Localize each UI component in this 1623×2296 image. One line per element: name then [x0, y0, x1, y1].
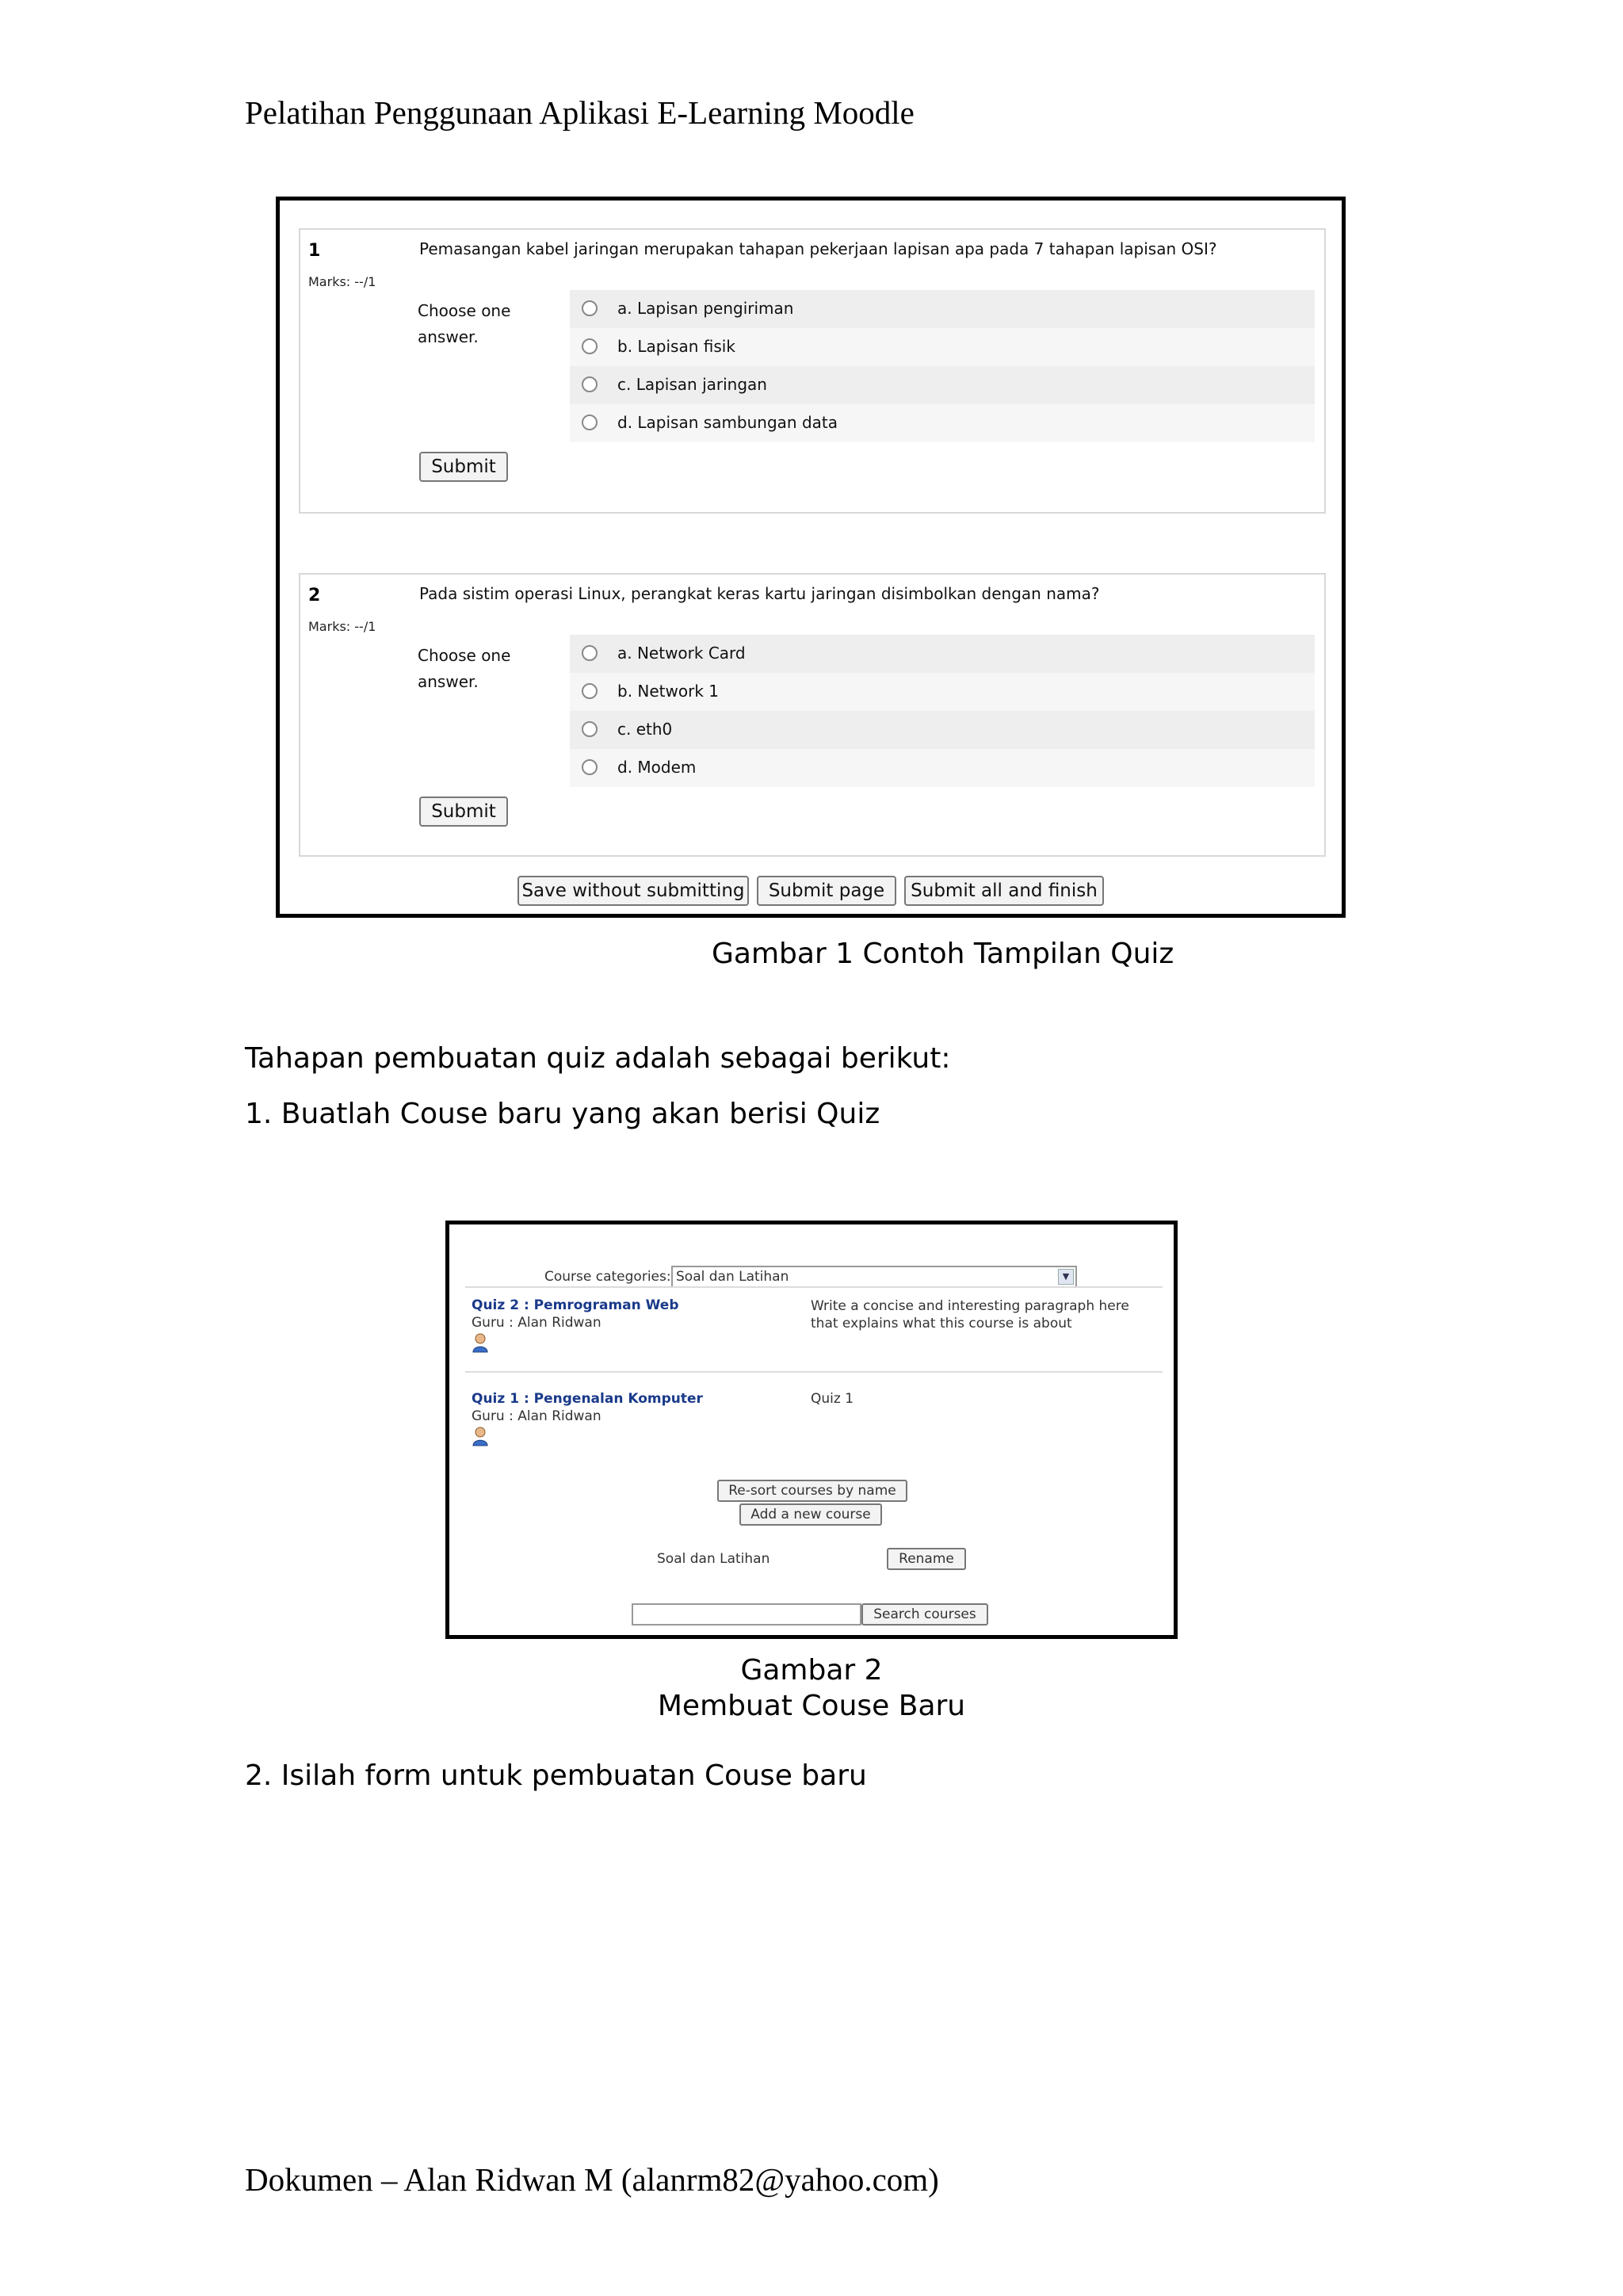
answer-option[interactable]	[570, 328, 1315, 366]
radio-button[interactable]	[582, 721, 598, 737]
question-marks: Marks: --/1	[308, 619, 376, 634]
answer-option[interactable]	[570, 749, 1315, 787]
option-label: a. Network Card	[617, 644, 746, 663]
question-number: 2	[308, 586, 321, 606]
divider	[465, 1286, 1163, 1288]
figure-1-caption: Gambar 1 Contoh Tampilan Quiz	[712, 938, 1174, 970]
submit-button[interactable]: Submit	[419, 797, 508, 827]
quiz-screenshot	[276, 197, 1346, 918]
submit-button[interactable]: Submit	[419, 452, 508, 482]
search-courses-button[interactable]: Search courses	[861, 1603, 988, 1626]
step-1-text: 1. Buatlah Couse baru yang akan berisi Quiz	[245, 1098, 880, 1130]
option-label: a. Lapisan pengiriman	[617, 299, 794, 318]
option-label: d. Lapisan sambungan data	[617, 413, 838, 432]
answer-options	[570, 290, 1315, 442]
answer-option[interactable]	[570, 366, 1315, 404]
guest-access-icon	[472, 1332, 489, 1353]
category-select-value: Soal dan Latihan	[676, 1269, 789, 1285]
figure-2-caption-title: Membuat Couse Baru	[657, 1690, 966, 1722]
question-text: Pada sistim operasi Linux, perangkat keras kartu jaringan disimbolkan dengan nama?	[419, 584, 1100, 603]
course-teacher: Guru : Alan Ridwan	[472, 1408, 601, 1424]
answer-option[interactable]	[570, 635, 1315, 673]
category-label: Course categories:	[544, 1269, 671, 1285]
radio-button[interactable]	[582, 683, 598, 699]
radio-button[interactable]	[582, 759, 598, 775]
question-marks: Marks: --/1	[308, 274, 376, 289]
page-footer: Dokumen – Alan Ridwan M (alanrm82@yahoo.com)	[245, 2161, 939, 2198]
answer-option[interactable]	[570, 404, 1315, 442]
course-teacher: Guru : Alan Ridwan	[472, 1315, 601, 1331]
question-1-box	[299, 228, 1326, 514]
option-label: b. Network 1	[617, 682, 719, 701]
step-2-text: 2. Isilah form untuk pembuatan Couse baru	[245, 1759, 867, 1792]
choose-answer-label: Choose one answer.	[418, 301, 511, 346]
option-label: d. Modem	[617, 758, 697, 777]
option-label: c. Lapisan jaringan	[617, 375, 767, 394]
radio-button[interactable]	[582, 338, 598, 354]
radio-button[interactable]	[582, 645, 598, 661]
submit-page-button[interactable]: Submit page	[757, 876, 896, 906]
category-select[interactable]	[671, 1266, 1077, 1288]
chevron-down-icon[interactable]: ▼	[1058, 1269, 1074, 1285]
divider	[465, 1371, 1163, 1373]
intro-text: Tahapan pembuatan quiz adalah sebagai berikut:	[245, 1042, 951, 1075]
radio-button[interactable]	[582, 376, 598, 392]
radio-button[interactable]	[582, 300, 598, 316]
save-without-submitting-button[interactable]: Save without submitting	[517, 876, 749, 906]
resort-courses-button[interactable]: Re-sort courses by name	[717, 1480, 907, 1502]
option-label: b. Lapisan fisik	[617, 337, 735, 356]
choose-answer-label: Choose one answer.	[418, 646, 511, 691]
answer-option[interactable]	[570, 673, 1315, 711]
rename-category-value[interactable]: Soal dan Latihan	[657, 1551, 770, 1567]
page-header: Pelatihan Penggunaan Aplikasi E-Learning Moodle	[245, 94, 915, 131]
submit-all-and-finish-button[interactable]: Submit all and finish	[904, 876, 1104, 906]
course-summary: Quiz 1	[811, 1391, 854, 1407]
rename-button[interactable]: Rename	[887, 1548, 966, 1570]
radio-button[interactable]	[582, 415, 598, 430]
course-list-screenshot	[445, 1221, 1178, 1639]
search-courses-input[interactable]	[632, 1603, 861, 1626]
answer-option[interactable]	[570, 711, 1315, 749]
course-title-link[interactable]: Quiz 2 : Pemrograman Web	[472, 1297, 679, 1313]
answer-options	[570, 635, 1315, 787]
question-text: Pemasangan kabel jaringan merupakan tahapan pekerjaan lapisan apa pada 7 tahapan lapisan OSI?	[419, 239, 1217, 258]
course-title-link[interactable]: Quiz 1 : Pengenalan Komputer	[472, 1391, 703, 1407]
question-2-box	[299, 573, 1326, 857]
answer-option[interactable]	[570, 290, 1315, 328]
option-label: c. eth0	[617, 720, 673, 739]
add-new-course-button[interactable]: Add a new course	[739, 1503, 882, 1526]
question-number: 1	[308, 241, 321, 261]
figure-2-caption-number: Gambar 2	[740, 1654, 883, 1687]
course-summary: Write a concise and interesting paragraph here that explains what this course is about	[811, 1298, 1129, 1331]
guest-access-icon	[472, 1426, 489, 1446]
